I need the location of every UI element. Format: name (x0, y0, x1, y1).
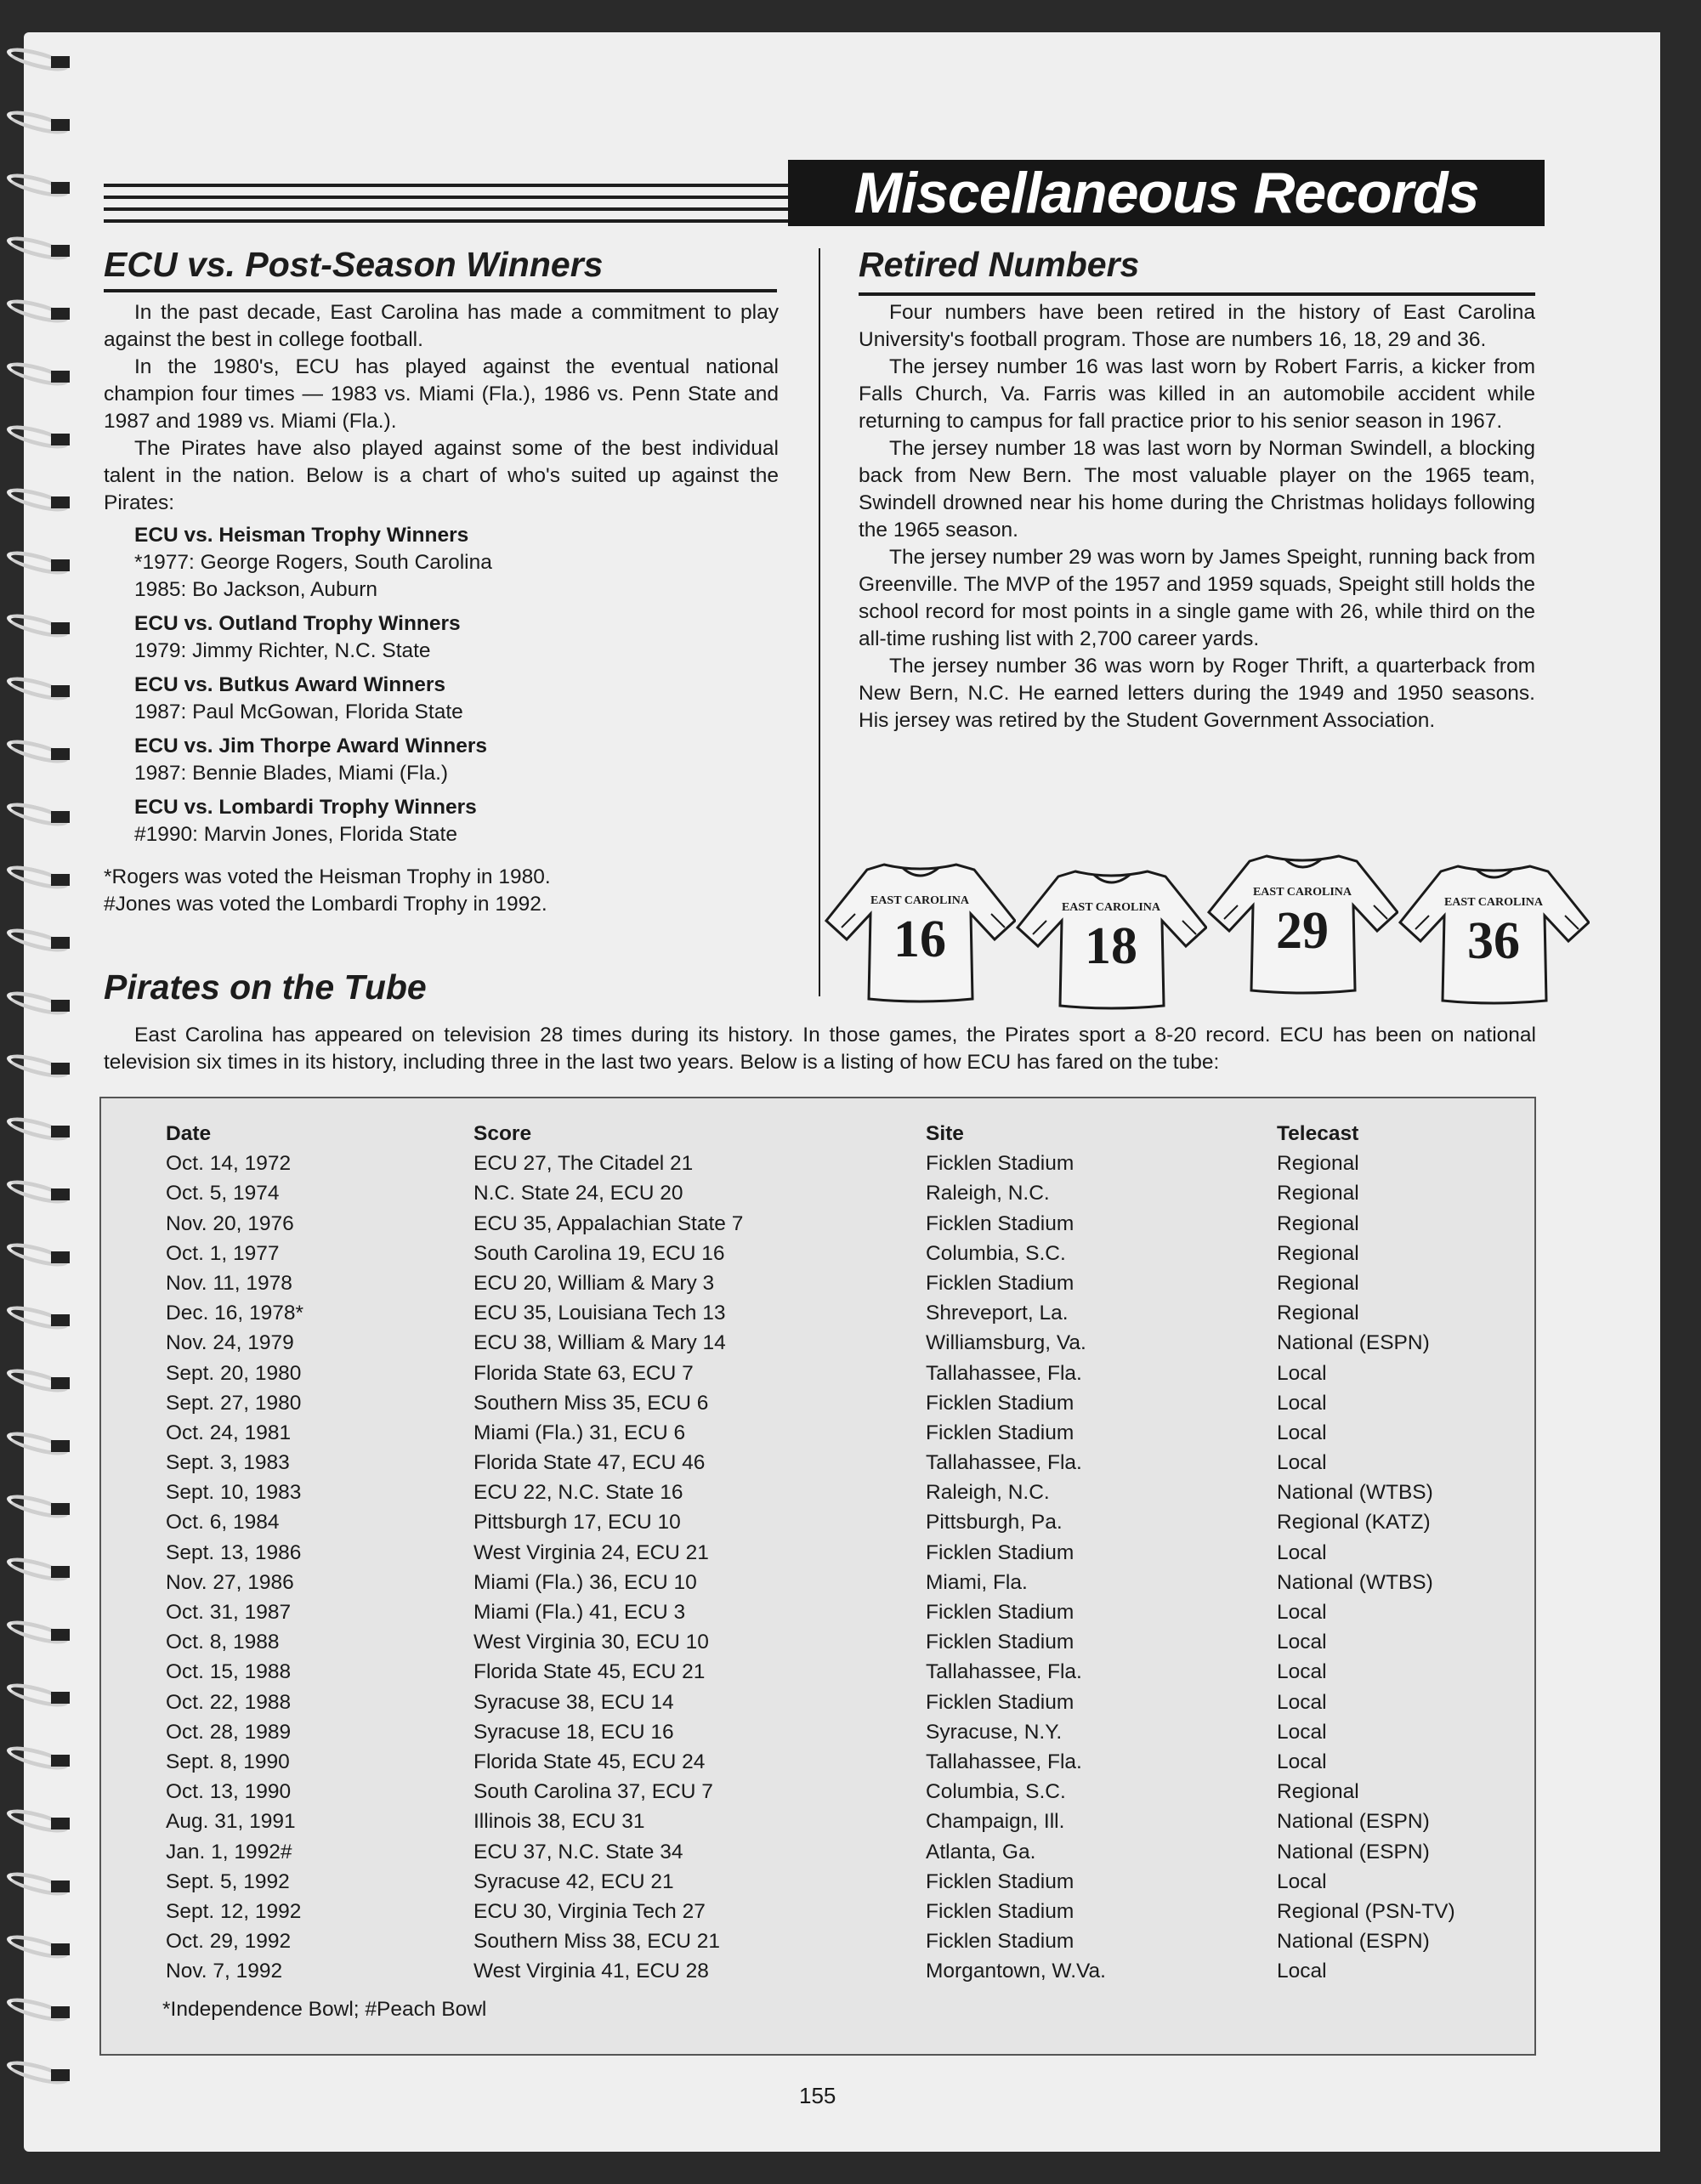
game-score: N.C. State 24, ECU 20 (473, 1182, 683, 1205)
date-header: Date (166, 1122, 212, 1145)
game-date: Oct. 1, 1977 (166, 1241, 280, 1265)
game-score: Southern Miss 38, ECU 21 (473, 1930, 721, 1954)
score-header: Score (473, 1122, 532, 1145)
game-score: ECU 30, Virginia Tech 27 (473, 1899, 706, 1923)
spiral-coil (7, 1561, 66, 1583)
spiral-coil (7, 491, 66, 513)
spiral-coil (7, 1183, 66, 1205)
game-score: West Virginia 41, ECU 28 (473, 1960, 709, 1983)
game-score: Pittsburgh 17, ECU 10 (473, 1511, 681, 1534)
spiral-coil (7, 114, 66, 136)
game-site: Ficklen Stadium (926, 1271, 1074, 1295)
game-date: Oct. 8, 1988 (166, 1631, 280, 1654)
spiral-coil (7, 1624, 66, 1646)
retired-paragraph: The jersey number 36 was worn by Roger Thrift, a quarterback from New Bern, N.C. He earned letters during the 1949 and 1950 seasons. His jersey was retired by the Student Government Association. (859, 655, 1535, 732)
game-site: Columbia, S.C. (926, 1241, 1066, 1265)
game-score: Syracuse 42, ECU 21 (473, 1869, 674, 1893)
game-telecast: Regional (1277, 1302, 1359, 1325)
game-telecast: Regional (1277, 1152, 1359, 1176)
game-score: Syracuse 38, ECU 14 (473, 1690, 674, 1714)
game-date: Oct. 5, 1974 (166, 1182, 280, 1205)
score-column (473, 1119, 743, 1986)
trophy-winner: 1979: Jimmy Richter, N.C. State (134, 639, 431, 662)
game-telecast: National (WTBS) (1277, 1570, 1433, 1594)
game-telecast: Local (1277, 1869, 1327, 1893)
spiral-coil (7, 743, 66, 765)
spiral-coil (7, 1058, 66, 1080)
trophy-winner: *1977: George Rogers, South Carolina (134, 551, 492, 574)
spiral-coil (7, 303, 66, 325)
game-site: Ficklen Stadium (926, 1391, 1074, 1415)
spiral-coil (7, 1687, 66, 1709)
spiral-coil (7, 1246, 66, 1268)
game-site: Tallahassee, Fla. (926, 1750, 1082, 1773)
game-score: ECU 38, William & Mary 14 (473, 1331, 726, 1355)
game-date: Nov. 20, 1976 (166, 1211, 294, 1235)
postseason-notes (104, 864, 551, 918)
trophy-heading: ECU vs. Outland Trophy Winners (134, 612, 461, 635)
game-score: ECU 27, The Citadel 21 (473, 1152, 694, 1176)
retired-rule (859, 292, 1535, 296)
game-telecast: Local (1277, 1451, 1327, 1475)
note: #Jones was voted the Lombardi Trophy in 1992. (104, 893, 547, 916)
spiral-coil (7, 366, 66, 388)
game-telecast: Local (1277, 1391, 1327, 1415)
postseason-paragraph: In the past decade, East Carolina has made a commitment to play against the best in college football. (104, 301, 779, 351)
game-telecast: Local (1277, 1660, 1327, 1684)
game-date: Oct. 15, 1988 (166, 1660, 292, 1684)
spiral-coil (7, 995, 66, 1017)
game-date: Oct. 6, 1984 (166, 1511, 280, 1534)
tube-table (99, 1097, 1536, 2056)
spiral-coil (7, 680, 66, 702)
game-site: Columbia, S.C. (926, 1780, 1066, 1804)
game-date: Sept. 8, 1990 (166, 1750, 290, 1773)
game-date: Sept. 27, 1980 (166, 1391, 302, 1415)
game-telecast: Local (1277, 1960, 1327, 1983)
game-telecast: Local (1277, 1720, 1327, 1744)
game-site: Morgantown, W.Va. (926, 1960, 1106, 1983)
game-score: Miami (Fla.) 36, ECU 10 (473, 1570, 697, 1594)
trophy-group (134, 794, 661, 848)
game-score: Illinois 38, ECU 31 (473, 1810, 645, 1834)
spiral-coil (7, 1750, 66, 1772)
page-number: 155 (799, 2083, 836, 2108)
spiral-coil (7, 1120, 66, 1143)
tube-intro (104, 1022, 1536, 1076)
tube-intro-text: East Carolina has appeared on television 28 times during its history. In those games, the Pirates sport a 8-20 record. ECU has been on national television six times in its history, including three in the last two years. Below is a listing of how ECU has fared on the tube: (104, 1024, 1536, 1074)
trophy-winners-list (134, 522, 661, 855)
game-site: Ficklen Stadium (926, 1152, 1074, 1176)
game-date: Aug. 31, 1991 (166, 1810, 296, 1834)
trophy-winner: 1987: Bennie Blades, Miami (Fla.) (134, 762, 449, 785)
trophy-winner: #1990: Marvin Jones, Florida State (134, 823, 457, 846)
spiral-coil (7, 2001, 66, 2023)
game-telecast: Local (1277, 1750, 1327, 1773)
game-score: West Virginia 30, ECU 10 (473, 1631, 709, 1654)
game-site: Ficklen Stadium (926, 1869, 1074, 1893)
game-date: Oct. 28, 1989 (166, 1720, 292, 1744)
spiral-coil (7, 1875, 66, 1898)
spiral-coil (7, 1498, 66, 1520)
postseason-paragraph: The Pirates have also played against some of the best individual talent in the nation. Below is a chart of who's suited up against the Pirates: (104, 437, 779, 514)
postseason-rule (104, 289, 777, 292)
game-date: Nov. 24, 1979 (166, 1331, 294, 1355)
jersey-16 (825, 854, 1016, 1007)
postseason-paragraph: In the 1980's, ECU has played against the eventual national champion four times — 1983 vs. Miami (Fla.), 1986 vs. Penn State and 1987 and 1989 vs. Miami (Fla.). (104, 355, 779, 433)
spiral-coil (7, 554, 66, 576)
game-site: Ficklen Stadium (926, 1930, 1074, 1954)
game-date: Nov. 7, 1992 (166, 1960, 283, 1983)
trophy-group (134, 522, 661, 604)
jersey-school: EAST CAROLINA (1252, 886, 1352, 899)
game-score: ECU 37, N.C. State 34 (473, 1840, 683, 1863)
game-score: Syracuse 18, ECU 16 (473, 1720, 674, 1744)
jersey-number: 29 (1276, 902, 1329, 960)
date-column (166, 1119, 303, 1986)
trophy-heading: ECU vs. Heisman Trophy Winners (134, 524, 469, 547)
spiral-coil (7, 806, 66, 828)
site-header: Site (926, 1122, 964, 1145)
game-site: Williamsburg, Va. (926, 1331, 1086, 1355)
game-date: Nov. 11, 1978 (166, 1271, 292, 1295)
game-date: Oct. 22, 1988 (166, 1690, 292, 1714)
game-date: Sept. 5, 1992 (166, 1869, 290, 1893)
game-site: Ficklen Stadium (926, 1421, 1074, 1444)
game-score: Southern Miss 35, ECU 6 (473, 1391, 709, 1415)
game-score: ECU 35, Appalachian State 7 (473, 1211, 744, 1235)
game-telecast: Local (1277, 1690, 1327, 1714)
jersey-36 (1398, 856, 1590, 1009)
game-telecast: National (WTBS) (1277, 1481, 1433, 1505)
game-site: Miami, Fla. (926, 1570, 1028, 1594)
spiral-binding (0, 51, 77, 2117)
spiral-coil (7, 1938, 66, 1960)
game-site: Tallahassee, Fla. (926, 1451, 1082, 1475)
game-telecast: Regional (1277, 1211, 1359, 1235)
spiral-coil (7, 1309, 66, 1331)
spiral-coil (7, 2064, 66, 2086)
game-site: Champaign, Ill. (926, 1810, 1065, 1834)
spiral-coil (7, 932, 66, 954)
game-telecast: Regional (1277, 1241, 1359, 1265)
game-site: Ficklen Stadium (926, 1601, 1074, 1624)
game-date: Nov. 27, 1986 (166, 1570, 294, 1594)
game-site: Raleigh, N.C. (926, 1182, 1050, 1205)
game-score: ECU 22, N.C. State 16 (473, 1481, 683, 1505)
table-footnote: *Independence Bowl; #Peach Bowl (162, 1998, 487, 2021)
spiral-coil (7, 1812, 66, 1835)
trophy-group (134, 733, 661, 787)
spiral-coil (7, 51, 66, 73)
telecast-header: Telecast (1277, 1122, 1359, 1145)
jersey-school: EAST CAROLINA (1443, 896, 1544, 909)
game-site: Atlanta, Ga. (926, 1840, 1036, 1863)
game-date: Dec. 16, 1978* (166, 1302, 304, 1325)
game-telecast: National (ESPN) (1277, 1810, 1430, 1834)
game-telecast: National (ESPN) (1277, 1930, 1430, 1954)
jersey-18 (1016, 861, 1207, 1014)
jersey-school: EAST CAROLINA (870, 894, 970, 907)
trophy-winner: 1987: Paul McGowan, Florida State (134, 701, 463, 723)
retired-text (859, 299, 1535, 735)
game-telecast: Regional (1277, 1271, 1359, 1295)
spiral-coil (7, 177, 66, 199)
game-site: Ficklen Stadium (926, 1540, 1074, 1564)
retired-paragraph: The jersey number 18 was last worn by Norman Swindell, a blocking back from New Bern. The most valuable player on the 1965 team, Swindell drowned near his home during the Christmas holidays following the 1965 season. (859, 437, 1535, 542)
game-site: Pittsburgh, Pa. (926, 1511, 1063, 1534)
spiral-coil (7, 617, 66, 639)
game-date: Sept. 10, 1983 (166, 1481, 302, 1505)
game-site: Raleigh, N.C. (926, 1481, 1050, 1505)
game-date: Oct. 13, 1990 (166, 1780, 292, 1804)
game-date: Sept. 13, 1986 (166, 1540, 302, 1564)
retired-paragraph: Four numbers have been retired in the history of East Carolina University's football program. Those are numbers 16, 18, 29 and 36. (859, 301, 1535, 351)
jersey-number: 36 (1467, 912, 1520, 970)
game-score: Florida State 45, ECU 24 (473, 1750, 706, 1773)
tube-title: Pirates on the Tube (104, 967, 427, 1007)
spiral-coil (7, 240, 66, 262)
retired-jerseys (825, 846, 1590, 999)
game-telecast: Local (1277, 1601, 1327, 1624)
game-date: Oct. 29, 1992 (166, 1930, 292, 1954)
column-divider (819, 248, 820, 996)
retired-title: Retired Numbers (859, 245, 1140, 284)
game-telecast: Local (1277, 1631, 1327, 1654)
retired-paragraph: The jersey number 29 was worn by James Speight, running back from Greenville. The MVP of the 1957 and 1959 squads, Speight still holds the school record for most points in a single game with 26, while third on the all-time rushing list with 2,700 career yards. (859, 546, 1535, 650)
game-telecast: National (ESPN) (1277, 1331, 1430, 1355)
spiral-coil (7, 1435, 66, 1457)
game-telecast: Local (1277, 1540, 1327, 1564)
game-site: Ficklen Stadium (926, 1211, 1074, 1235)
game-telecast: Regional (1277, 1780, 1359, 1804)
game-score: ECU 20, William & Mary 3 (473, 1271, 715, 1295)
jersey-number: 18 (1085, 917, 1137, 975)
game-telecast: Regional (KATZ) (1277, 1511, 1431, 1534)
game-score: ECU 35, Louisiana Tech 13 (473, 1302, 726, 1325)
postseason-text (104, 299, 779, 517)
game-site: Syracuse, N.Y. (926, 1720, 1063, 1744)
trophy-winner: 1985: Bo Jackson, Auburn (134, 578, 378, 601)
trophy-group (134, 672, 661, 726)
postseason-title: ECU vs. Post-Season Winners (104, 245, 604, 284)
retired-paragraph: The jersey number 16 was last worn by Robert Farris, a kicker from Falls Church, Va. Farris was killed in an automobile accident while returning to campus for fall practice prior to his senior season in 1967. (859, 355, 1535, 433)
game-date: Sept. 12, 1992 (166, 1899, 302, 1923)
game-score: Florida State 63, ECU 7 (473, 1361, 694, 1385)
game-score: Miami (Fla.) 31, ECU 6 (473, 1421, 686, 1444)
game-score: South Carolina 19, ECU 16 (473, 1241, 725, 1265)
jersey-school: EAST CAROLINA (1061, 901, 1161, 914)
note: *Rogers was voted the Heisman Trophy in 1980. (104, 865, 551, 888)
trophy-heading: ECU vs. Lombardi Trophy Winners (134, 796, 477, 819)
game-site: Ficklen Stadium (926, 1690, 1074, 1714)
trophy-group (134, 610, 661, 665)
game-score: South Carolina 37, ECU 7 (473, 1780, 713, 1804)
game-telecast: Regional (1277, 1182, 1359, 1205)
game-site: Ficklen Stadium (926, 1631, 1074, 1654)
trophy-heading: ECU vs. Butkus Award Winners (134, 673, 446, 696)
game-score: Florida State 45, ECU 21 (473, 1660, 706, 1684)
jersey-29 (1207, 846, 1398, 999)
game-site: Shreveport, La. (926, 1302, 1069, 1325)
game-site: Tallahassee, Fla. (926, 1660, 1082, 1684)
spiral-coil (7, 869, 66, 891)
spiral-coil (7, 1372, 66, 1394)
game-date: Jan. 1, 1992# (166, 1840, 292, 1863)
trophy-heading: ECU vs. Jim Thorpe Award Winners (134, 735, 488, 757)
game-site: Tallahassee, Fla. (926, 1361, 1082, 1385)
game-telecast: Regional (PSN-TV) (1277, 1899, 1455, 1923)
jersey-number: 16 (893, 910, 946, 968)
game-date: Sept. 20, 1980 (166, 1361, 302, 1385)
game-score: West Virginia 24, ECU 21 (473, 1540, 709, 1564)
game-telecast: National (ESPN) (1277, 1840, 1430, 1863)
telecast-column (1277, 1119, 1455, 1986)
site-column (926, 1119, 1106, 1986)
game-telecast: Local (1277, 1361, 1327, 1385)
game-date: Oct. 24, 1981 (166, 1421, 292, 1444)
game-date: Oct. 14, 1972 (166, 1152, 292, 1176)
page-title: Miscellaneous Records (788, 160, 1545, 226)
game-date: Sept. 3, 1983 (166, 1451, 290, 1475)
game-site: Ficklen Stadium (926, 1899, 1074, 1923)
game-date: Oct. 31, 1987 (166, 1601, 292, 1624)
game-score: Florida State 47, ECU 46 (473, 1451, 706, 1475)
header-rules (104, 184, 792, 223)
spiral-coil (7, 428, 66, 451)
game-score: Miami (Fla.) 41, ECU 3 (473, 1601, 686, 1624)
game-telecast: Local (1277, 1421, 1327, 1444)
